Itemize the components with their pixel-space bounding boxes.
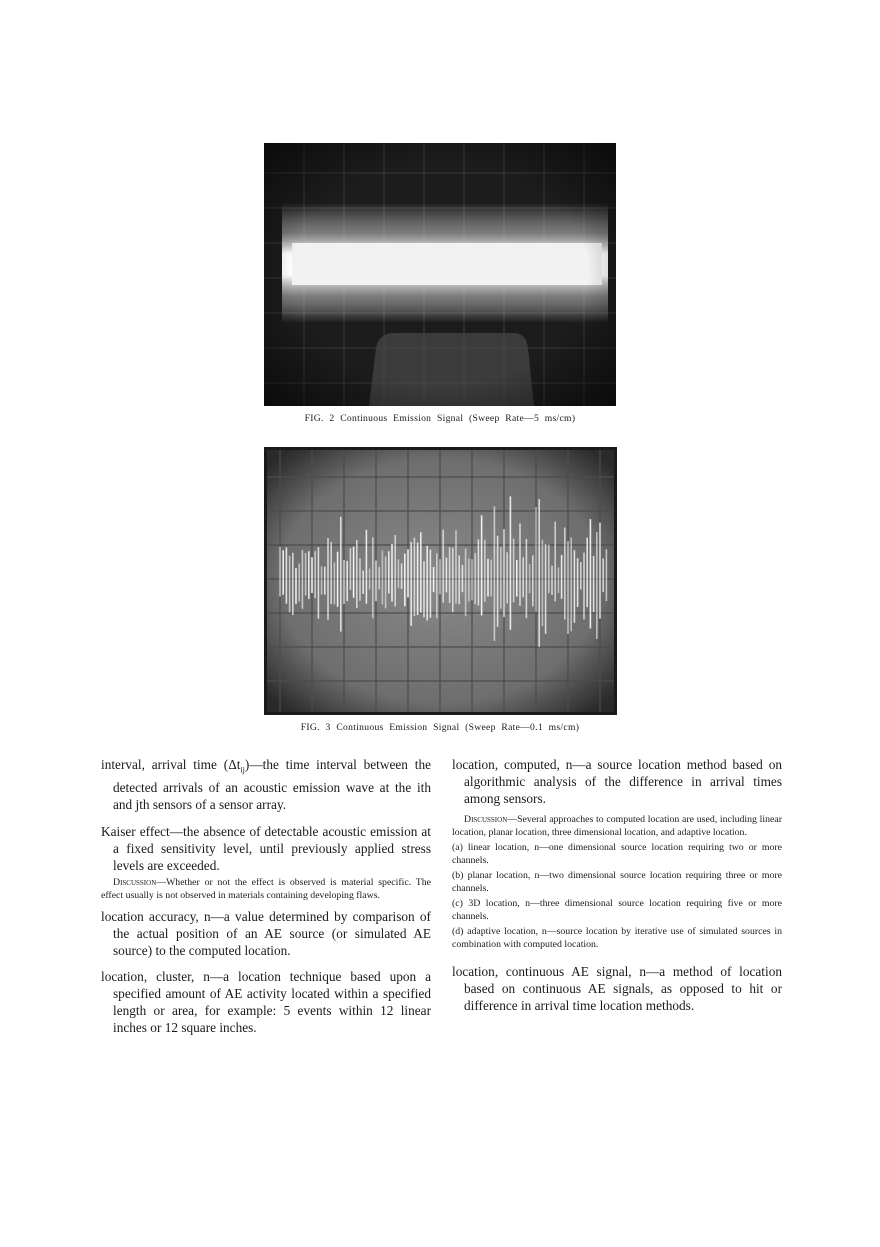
list-item-adaptive-location: (d) adaptive location, n—source location by iterative use of simulated sources in combination with computed location.	[452, 926, 782, 950]
list-item-linear-location: (a) linear location, n—one dimensional source location requiring two or more channels.	[452, 842, 782, 866]
definition-text: )—the time interval between the detected arrivals of an acoustic emission wave at the ith and jth sensors of a sensor array.	[113, 757, 431, 812]
figure-3-oscilloscope-photo	[264, 447, 617, 715]
right-column	[452, 756, 782, 1023]
list-item-3d-location: (c) 3D location, n—three dimensional source location requiring five or more channels.	[452, 898, 782, 922]
list-item-planar-location: (b) planar location, n—two dimensional source location requiring three or more channels.	[452, 870, 782, 894]
figure-2-oscilloscope-photo	[264, 143, 616, 406]
discussion-kaiser-effect	[101, 876, 431, 902]
figure-2-caption: FIG. 2 Continuous Emission Signal (Sweep Rate—5 ms/cm)	[304, 413, 576, 424]
discussion-location-computed	[452, 813, 782, 839]
subscript-ij: ij	[240, 765, 245, 775]
definition-location-computed: location, computed, n—a source location method based on algorithmic analysis of the difference in arrival times among sensors.	[452, 757, 782, 806]
discussion-label: Discussion	[113, 876, 157, 888]
definition-interval-arrival-time	[101, 756, 431, 813]
left-column	[101, 756, 431, 1045]
discussion-text: —Whether or not the effect is observed is material specific. The effect usually is not observed in materials containing developing flaws.	[101, 876, 431, 901]
definition-location-accuracy: location accuracy, n—a value determined by comparison of the actual position of an AE source (or simulated AE source) to the computed location.	[101, 908, 431, 958]
definition-location-cluster: location, cluster, n—a location technique based upon a specified amount of AE activity located within a specified length or area, for example: 5 events within 12 linear inches or 12 square inches.	[101, 968, 431, 1035]
definition-kaiser-effect: Kaiser effect—the absence of detectable acoustic emission at a fixed sensitivity level, until previously applied stress levels are exceeded.	[101, 823, 431, 873]
discussion-label: Discussion	[464, 814, 508, 825]
discussion-text: —Several approaches to computed location are used, including linear location, planar location, three dimensional location, and adaptive location.	[452, 814, 782, 838]
definition-location-continuous: location, continuous AE signal, n—a method of location based on continuous AE signals, as opposed to hit or difference in arrival time location methods.	[452, 964, 782, 1013]
figure-3-caption: FIG. 3 Continuous Emission Signal (Sweep Rate—0.1 ms/cm)	[300, 722, 580, 733]
definition-text: interval, arrival time (Δt	[101, 757, 241, 772]
